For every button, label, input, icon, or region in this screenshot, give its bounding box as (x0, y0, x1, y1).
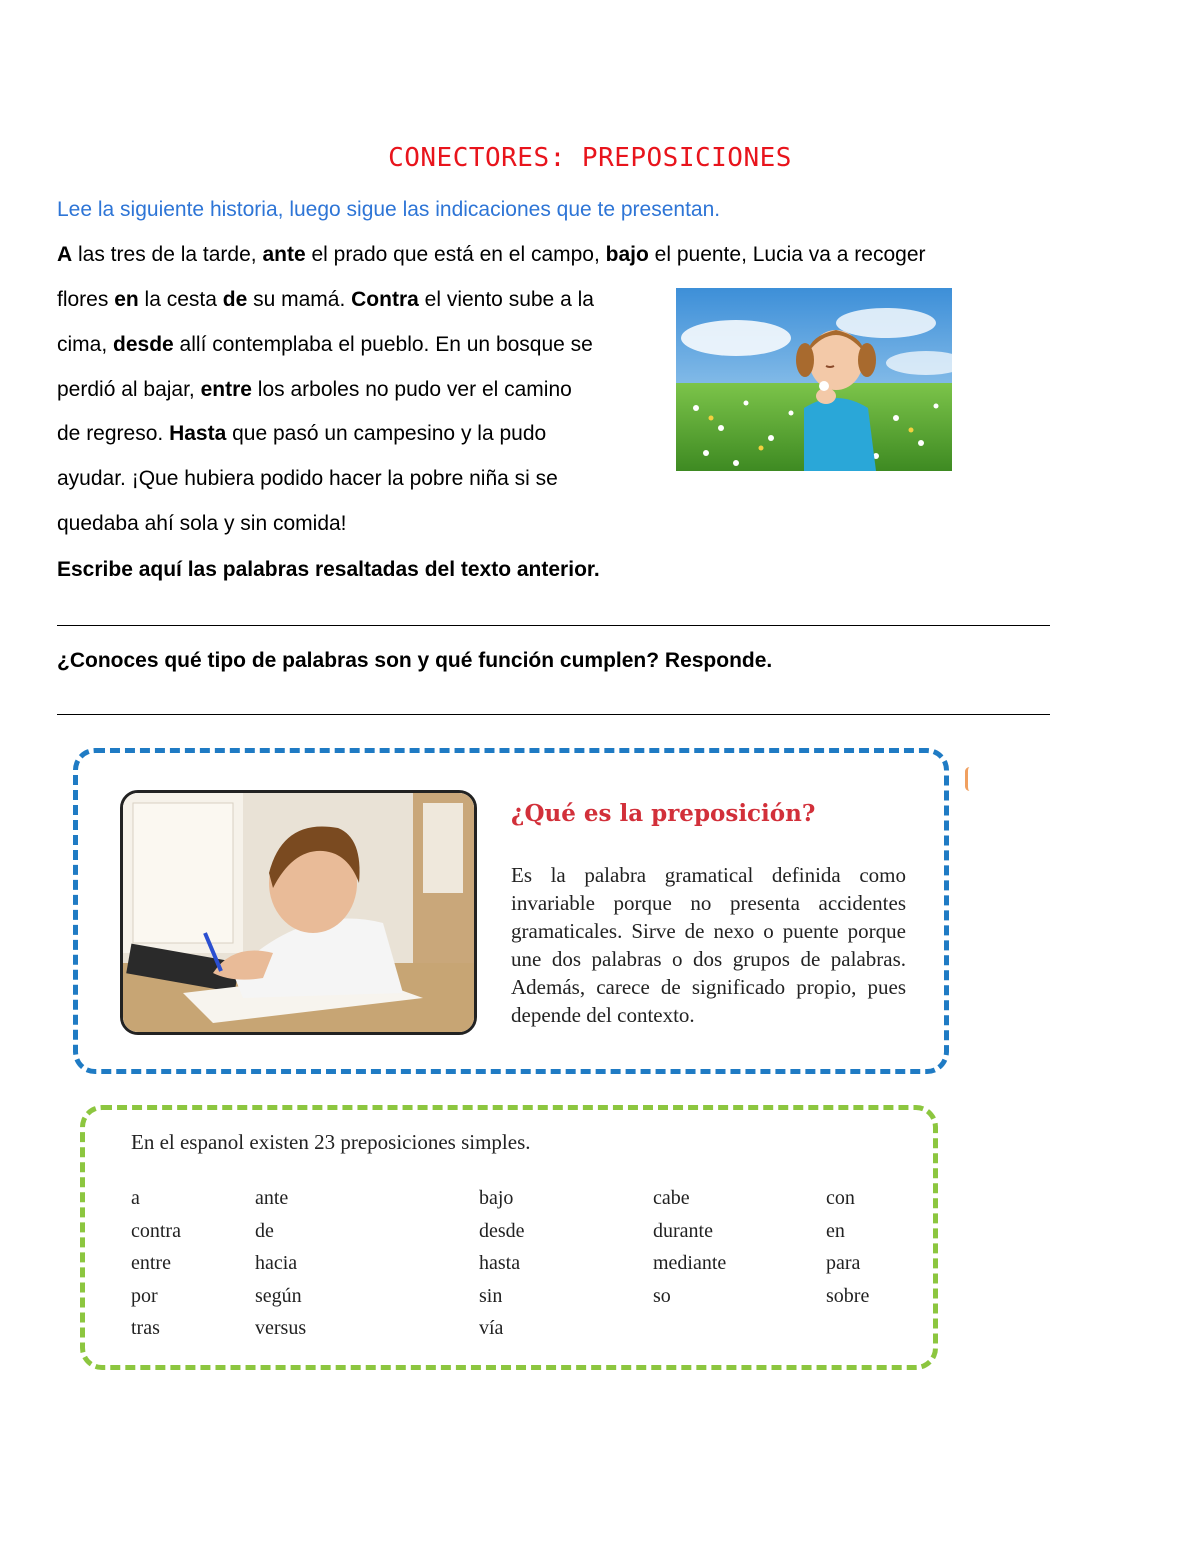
girl-in-meadow-photo (676, 288, 952, 471)
highlighted-preposition: de (222, 288, 248, 311)
story-text: los arboles no pudo ver el camino (251, 378, 572, 401)
story-text: de regreso. (57, 422, 170, 445)
story-line (57, 421, 546, 447)
preposition-heading: ¿Qué es la preposición? (511, 800, 816, 827)
story-text: allí contemplaba el pueblo. En un bosque se (173, 333, 593, 356)
story-line (57, 466, 558, 492)
preposition-word: para (826, 1252, 861, 1274)
preposition-word: sin (479, 1284, 503, 1307)
story-text: ayudar. ¡Que hubiera podido hacer la pobre niña si se (57, 467, 558, 490)
story-line (57, 377, 572, 403)
story-line (57, 511, 347, 537)
story-text: las tres de la tarde, (72, 243, 263, 266)
story-text: el puente, Lucia va a recoger (648, 243, 926, 266)
question-highlighted-words: Escribe aquí las palabras resaltadas del texto anterior. (57, 558, 600, 581)
preposition-word: cabe (653, 1187, 690, 1209)
story-line (57, 287, 594, 313)
preposition-word: según (255, 1284, 302, 1307)
preposition-word: hacia (255, 1252, 298, 1274)
page-title: CONECTORES: PREPOSICIONES (388, 143, 792, 173)
highlighted-preposition: Contra (351, 288, 419, 311)
preposition-definition: Es la palabra gramatical definida como invariable porque no presenta accidentes gramaticales. Sirve de nexo o puente porque une dos palabras o dos grupos de palabras. Además, carece de significado propio, pues depende del contexto. (511, 863, 906, 1027)
preposition-word: con (826, 1187, 855, 1209)
preposition-word: tras (131, 1317, 160, 1339)
highlighted-preposition: Hasta (169, 422, 227, 445)
preposition-word: ante (255, 1187, 289, 1209)
story-line (57, 332, 593, 358)
preposition-word: a (131, 1187, 140, 1209)
highlighted-preposition: entre (200, 378, 252, 401)
preposition-word: hasta (479, 1252, 521, 1274)
story-line (57, 242, 926, 268)
story-text: flores (57, 288, 115, 311)
preposition-word: versus (255, 1317, 307, 1339)
preposition-word: sobre (826, 1284, 870, 1307)
preposition-word: de (255, 1219, 274, 1242)
story-text: perdió al bajar, (57, 378, 201, 401)
preposition-word: desde (479, 1219, 525, 1242)
story-text: quedaba ahí sola y sin comida! (57, 512, 347, 535)
boy-studying-photo (120, 790, 477, 1035)
highlighted-preposition: ante (262, 243, 306, 266)
preposition-word: entre (131, 1252, 171, 1274)
prepositions-intro: En el espanol existen 23 preposiciones simples. (131, 1130, 531, 1154)
preposition-word: por (131, 1284, 158, 1307)
story-text: cima, (57, 333, 114, 356)
edge-mark (965, 767, 974, 791)
highlighted-preposition: desde (113, 333, 174, 356)
highlighted-preposition: en (114, 288, 139, 311)
preposition-word: mediante (653, 1252, 727, 1274)
answer-line-1[interactable] (57, 625, 1050, 626)
story-text: su mamá. (247, 288, 352, 311)
preposition-word: en (826, 1219, 845, 1242)
preposition-word: vía (479, 1317, 504, 1339)
highlighted-preposition: bajo (605, 243, 649, 266)
preposition-word: so (653, 1284, 671, 1307)
preposition-word: durante (653, 1219, 713, 1242)
story-text: el viento sube a la (418, 288, 594, 311)
preposition-word: contra (131, 1219, 181, 1242)
story-text: la cesta (138, 288, 223, 311)
highlighted-preposition: A (57, 243, 73, 266)
story-text: el prado que está en el campo, (305, 243, 606, 266)
story-text: que pasó un campesino y la pudo (226, 422, 547, 445)
answer-line-2[interactable] (57, 714, 1050, 715)
instruction-text: Lee la siguiente historia, luego sigue las indicaciones que te presentan. (57, 198, 721, 221)
question-word-function: ¿Conoces qué tipo de palabras son y qué función cumplen? Responde. (57, 649, 773, 672)
preposition-word: bajo (479, 1187, 514, 1209)
